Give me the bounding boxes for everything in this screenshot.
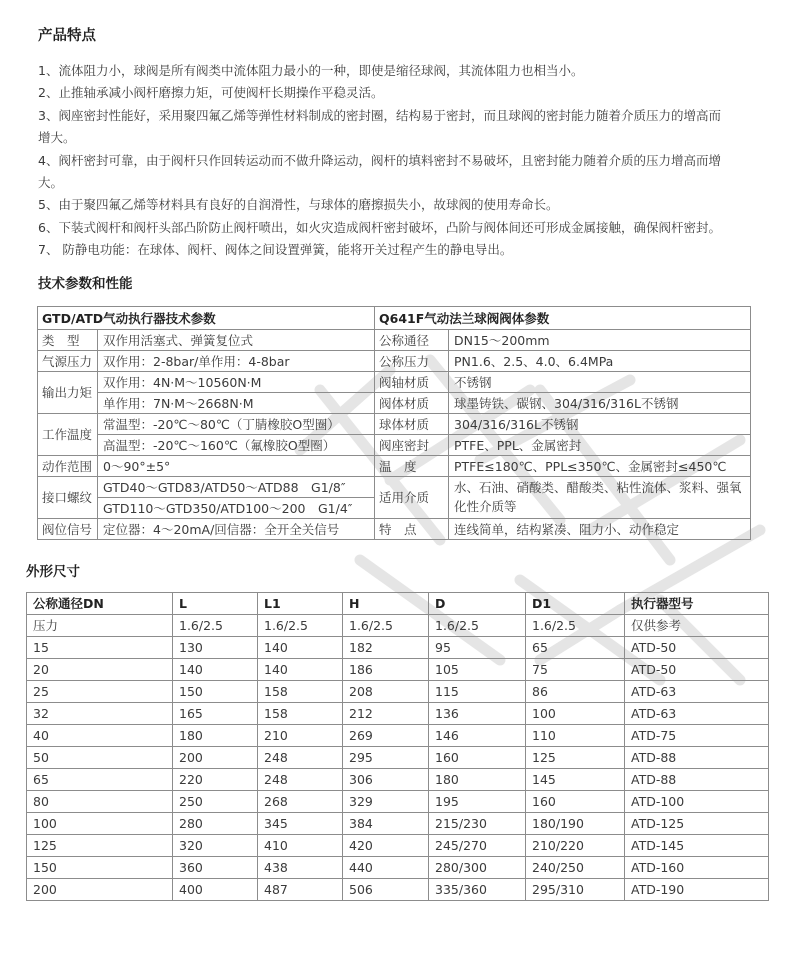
dims-row [27,702,769,724]
dims-cell: 1.6/2.5 [526,614,625,636]
dims-row [27,878,769,900]
spec-value: DN15～200mm [449,329,751,350]
dims-cell: 215/230 [429,812,526,834]
specs-row [38,350,751,371]
spec-label: 适用介质 [375,476,449,518]
dims-cell: 440 [343,856,429,878]
dims-cell: ATD-190 [625,878,769,900]
dims-cell: 240/250 [526,856,625,878]
dims-cell: 1.6/2.5 [173,614,258,636]
dims-cell: 248 [258,746,343,768]
spec-label: 阀座密封 [375,434,449,455]
dims-cell: 250 [173,790,258,812]
dims-row [27,614,769,636]
spec-label: 公称压力 [375,350,449,371]
dims-cell: 320 [173,834,258,856]
dims-row [27,636,769,658]
dims-cell: 25 [27,680,173,702]
dims-cell: 95 [429,636,526,658]
dims-cell: 210 [258,724,343,746]
spec-label: 气源压力 [38,350,98,371]
spec-label: 输出力矩 [38,371,98,413]
features-section-title: 产品特点 [38,28,96,44]
dims-cell: 75 [526,658,625,680]
specs-left-header: GTD/ATD气动执行器技术参数 [38,306,375,329]
spec-label: 动作范围 [38,455,98,476]
specs-row [38,455,751,476]
dims-cell: 140 [258,658,343,680]
specs-right-header: Q641F气动法兰球阀阀体参数 [375,306,751,329]
spec-value: 304/316/316L不锈钢 [449,413,751,434]
dims-cell: 160 [429,746,526,768]
dims-cell: 210/220 [526,834,625,856]
dims-cell: 295 [343,746,429,768]
dims-row [27,790,769,812]
dims-cell: 150 [173,680,258,702]
dims-cell: 100 [27,812,173,834]
dims-row [27,680,769,702]
dims-cell: 438 [258,856,343,878]
dims-row [27,812,769,834]
feature-item: 3、阀座密封性能好，采用聚四氟乙烯等弹性材料制成的密封圈，结构易于密封，而且球阀的密封能力随着介质压力的增高而增大。 [38,107,721,146]
dims-cell: 40 [27,724,173,746]
dims-cell: 329 [343,790,429,812]
dims-cell: 208 [343,680,429,702]
feature-item: 7、 防静电功能：在球体、阀杆、阀体之间设置弹簧，能将开关过程产生的静电导出。 [38,242,513,258]
specs-row [38,329,751,350]
dims-row [27,658,769,680]
dims-cell: 145 [526,768,625,790]
dims-cell: ATD-100 [625,790,769,812]
spec-label: 阀轴材质 [375,371,449,392]
spec-label: 工作温度 [38,413,98,455]
dims-cell: 110 [526,724,625,746]
dims-cell: 220 [173,768,258,790]
dims-cell: 80 [27,790,173,812]
dims-cell: 100 [526,702,625,724]
spec-value: 连线简单，结构紧凑、阻力小、动作稳定 [449,518,751,539]
specs-table [37,306,751,540]
dims-cell: 248 [258,768,343,790]
dims-column-header: L1 [258,592,343,614]
dims-cell: 140 [258,636,343,658]
spec-value: PN1.6、2.5、4.0、6.4MPa [449,350,751,371]
dims-cell: ATD-88 [625,746,769,768]
dims-cell: 506 [343,878,429,900]
specs-row [38,413,751,434]
dims-cell: 1.6/2.5 [429,614,526,636]
dims-cell: 200 [173,746,258,768]
dims-cell: 146 [429,724,526,746]
dims-cell: 32 [27,702,173,724]
feature-list [38,60,730,262]
dims-cell: 268 [258,790,343,812]
dims-cell: 360 [173,856,258,878]
dims-cell: 20 [27,658,173,680]
dims-cell: 269 [343,724,429,746]
dims-cell: 420 [343,834,429,856]
dims-cell: 182 [343,636,429,658]
dims-cell: 180/190 [526,812,625,834]
dims-cell: 136 [429,702,526,724]
spec-value: 不锈钢 [449,371,751,392]
dims-cell: 50 [27,746,173,768]
spec-label: 阀位信号 [38,518,98,539]
spec-value: 球墨铸铁、碳钢、304/316/316L不锈钢 [449,392,751,413]
feature-item: 2、止推轴承减小阀杆磨擦力矩，可使阀杆长期操作平稳灵活。 [38,85,384,101]
spec-value: 双作用活塞式、弹簧复位式 [98,329,375,350]
specs-row [38,371,751,392]
dims-cell: 400 [173,878,258,900]
feature-item: 1、流体阻力小，球阀是所有阀类中流体阻力最小的一种，即使是缩径球阀，其流体阻力也相当小。 [38,63,584,78]
spec-value: 0～90°±5° [98,455,375,476]
dims-cell: 130 [173,636,258,658]
dims-cell: 410 [258,834,343,856]
dims-row [27,746,769,768]
spec-value: 双作用：2-8bar/单作用：4-8bar [98,350,375,371]
dims-column-header: L [173,592,258,614]
spec-value: 定位器：4～20mA/回信器：全开全关信号 [98,518,375,539]
dimensions-table [26,592,769,901]
specs-row [38,518,751,539]
spec-value: GTD40～GTD83/ATD50～ATD88 G1/8″ [98,476,375,497]
specs-row [38,476,751,497]
dims-cell: 125 [27,834,173,856]
dims-row [27,856,769,878]
spec-label: 球体材质 [375,413,449,434]
dims-cell: 65 [526,636,625,658]
spec-value: 常温型：-20℃～80℃（丁腈橡胶O型圈） [98,413,375,434]
dims-cell: 105 [429,658,526,680]
dims-body [27,614,769,900]
dims-column-header: D [429,592,526,614]
dims-cell: 200 [27,878,173,900]
spec-label: 特 点 [375,518,449,539]
dims-cell: 125 [526,746,625,768]
dims-cell: 384 [343,812,429,834]
dims-cell: ATD-160 [625,856,769,878]
dims-column-header: H [343,592,429,614]
spec-label: 接口螺纹 [38,476,98,518]
dims-cell: 86 [526,680,625,702]
dims-cell: ATD-145 [625,834,769,856]
spec-label: 阀体材质 [375,392,449,413]
dims-cell: 487 [258,878,343,900]
feature-item: 6、下装式阀杆和阀杆头部凸阶防止阀杆喷出，如火灾造成阀杆密封破坏，凸阶与阀体间还可形成金属接触，确保阀杆密封。 [38,219,721,235]
dims-cell: 仅供参考 [625,614,769,636]
dims-cell: ATD-75 [625,724,769,746]
feature-item: 5、由于聚四氟乙烯等材料具有良好的自润滑性，与球体的磨擦损失小，故球阀的使用寿命长。 [38,197,559,213]
dims-column-header: 公称通径DN [27,592,173,614]
spec-value: PTFE≤180℃、PPL≤350℃、金属密封≤450℃ [449,455,751,476]
feature-item: 4、阀杆密封可靠，由于阀杆只作回转运动而不做升降运动，阀杆的填料密封不易破坏，且密封能力随着介质的压力增高而增大。 [38,152,721,191]
dims-cell: ATD-50 [625,636,769,658]
specs-section-title: 技术参数和性能 [38,275,133,292]
dims-column-header: D1 [526,592,625,614]
dims-column-header: 执行器型号 [625,592,769,614]
spec-label: 类 型 [38,329,98,350]
spec-value: PTFE、PPL、金属密封 [449,434,751,455]
dims-cell: 212 [343,702,429,724]
dims-cell: 15 [27,636,173,658]
spec-value: 双作用：4N·M～10560N·M [98,371,375,392]
dims-cell: 345 [258,812,343,834]
dims-row [27,724,769,746]
dimensions-section-title: 外形尺寸 [26,563,80,580]
dims-cell: 65 [27,768,173,790]
specs-row [38,434,751,455]
dims-cell: 1.6/2.5 [258,614,343,636]
dims-row [27,834,769,856]
dims-cell: 245/270 [429,834,526,856]
dims-cell: 1.6/2.5 [343,614,429,636]
dims-cell: 280/300 [429,856,526,878]
dims-cell: 165 [173,702,258,724]
dims-header-row [27,592,769,614]
dims-cell: 压力 [27,614,173,636]
spec-value: 单作用：7N·M～2668N·M [98,392,375,413]
dims-cell: ATD-63 [625,680,769,702]
dims-cell: 140 [173,658,258,680]
spec-label: 温 度 [375,455,449,476]
dims-cell: ATD-63 [625,702,769,724]
dims-cell: 115 [429,680,526,702]
dims-cell: ATD-88 [625,768,769,790]
dims-cell: 180 [173,724,258,746]
dims-cell: 280 [173,812,258,834]
dims-cell: 195 [429,790,526,812]
dims-cell: 158 [258,680,343,702]
specs-header-row [38,306,751,329]
dims-cell: 160 [526,790,625,812]
dims-cell: 335/360 [429,878,526,900]
dims-cell: 150 [27,856,173,878]
dims-cell: 295/310 [526,878,625,900]
spec-value: 高温型：-20℃～160℃（氟橡胶O型圈） [98,434,375,455]
spec-value: GTD110～GTD350/ATD100～200 G1/4″ [98,497,375,518]
dims-cell: ATD-125 [625,812,769,834]
dims-cell: 186 [343,658,429,680]
dims-cell: 158 [258,702,343,724]
dims-cell: 180 [429,768,526,790]
dims-cell: 306 [343,768,429,790]
spec-value: 水、石油、硝酸类、醋酸类、粘性流体、浆料、强氧化性介质等 [449,476,751,518]
dims-cell: ATD-50 [625,658,769,680]
spec-label: 公称通径 [375,329,449,350]
dims-row [27,768,769,790]
specs-row [38,392,751,413]
